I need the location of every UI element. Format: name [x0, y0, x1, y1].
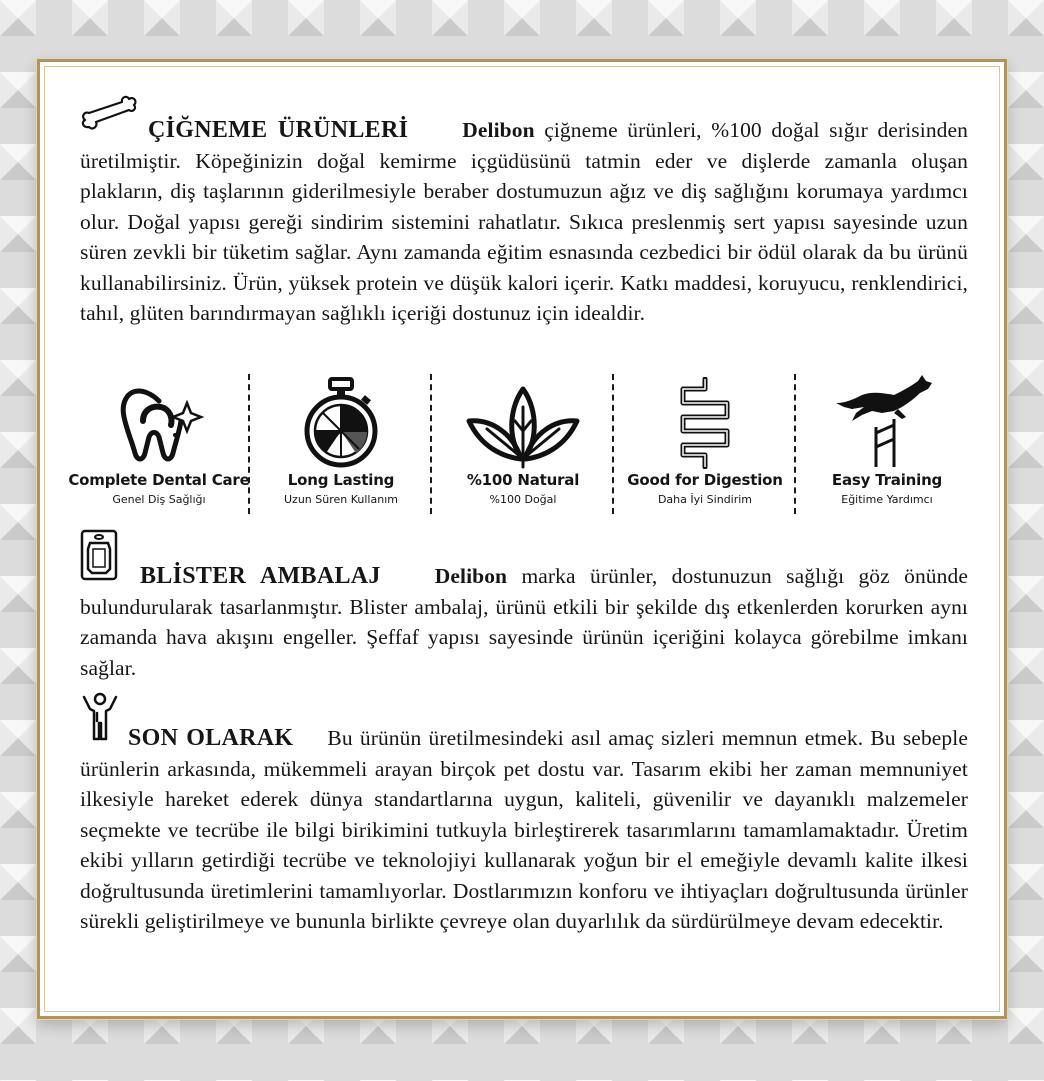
blister-package-icon — [80, 529, 118, 590]
feature-easy-training — [796, 369, 978, 509]
feature-subtitle: Eğitime Yardımcı — [841, 493, 933, 506]
chewing-brand: Delibon — [462, 118, 535, 142]
feature-subtitle: %100 Doğal — [489, 493, 557, 506]
finally-heading: SON OLARAK — [128, 725, 294, 751]
feature-subtitle: Uzun Süren Kullanım — [284, 493, 398, 506]
feature-natural — [432, 369, 614, 509]
tooth-icon — [68, 369, 250, 469]
person-icon — [80, 691, 120, 752]
blister-heading: BLİSTER AMBALAJ — [140, 563, 381, 589]
intestine-icon — [614, 369, 796, 469]
finally-section — [80, 691, 968, 937]
leaf-icon — [432, 369, 614, 469]
feature-subtitle: Genel Diş Sağlığı — [112, 493, 206, 506]
bone-icon — [80, 95, 138, 144]
finally-text: Bu ürünün üretilmesindeki asıl amaç sizleri memnun etmek. Bu sebeple ürünlerin arkasında, mükemmeli arayan birçok pet dostu var. Tasarım ekibi her zaman memnuniyet ilkesiyle hareket ederek dünya standartlarına uygun, kaliteli, güvenilir ve dayanıklı malzemeler seçmekte ve tecrübe ile bilgi birikimini tutkuyla birleştirerek tasarımlarını tamamlamaktadır. Üretim ekibi yılların getirdiği tecrübe ve teknolojiyi kullanarak yoğun bir el emeğiyle devamlı kalite ilkesi doğrultusunda üretimlerini tamamlıyorlar. Dostlarımızın konforu ve ihtiyaçları doğrultusunda ürünler sürekli geliştirilmeye ve bununla birlikte çevreye olan duyarlılık da sürdürülmeye devam edecektir. — [80, 726, 968, 933]
blister-text: marka ürünler, dostunuzun sağlığı göz önünde bulundurularak tasarlanmıştır. Blister ambalaj, ürünü etkili bir şekilde dış etkenlerden korurken aynı zamanda hava akışını engeller. Şeffaf yapısı sayesinde ürünün içeriğini kolayca görebilme imkanı sağlar. — [80, 564, 968, 680]
blister-section — [80, 529, 968, 683]
feature-digestion — [614, 369, 796, 509]
content-panel — [37, 59, 1007, 1019]
feature-title: Long Lasting — [287, 471, 395, 489]
stopwatch-icon — [250, 369, 432, 469]
feature-long-lasting — [250, 369, 432, 509]
chewing-section — [80, 95, 968, 329]
feature-row — [68, 369, 978, 509]
chewing-text: çiğneme ürünleri, %100 doğal sığır derisinden üretilmiştir. Köpeğinizin doğal kemirme içgüdüsünü tatmin eder ve dişlerde zamanla oluşan plakların, diş taşlarının giderilmesiyle beraber dostumuzun ağız ve diş sağlığını korumaya yardımcı olur. Doğal yapısı gereği sindirim sistemini rahatlatır. Sıkıca preslenmiş sert yapısı sayesinde uzun süren zevkli bir tüketim sağlar. Aynı zamanda eğitim esnasında cezbedici bir ödül olarak da bu ürünü kullanabilirsiniz. Ürün, yüksek protein ve düşük kalori içerir. Katkı maddesi, koruyucu, renklendirici, tahıl, glüten barındırmayan sağlıklı içeriği dostunuz için idealdir. — [80, 118, 969, 325]
feature-title: Good for Digestion — [627, 471, 783, 489]
feature-title: Complete Dental Care — [68, 471, 250, 489]
feature-dental-care — [68, 369, 250, 509]
chewing-heading: ÇİĞNEME ÜRÜNLERİ — [148, 117, 409, 143]
blister-brand: Delibon — [434, 564, 508, 588]
feature-title: Easy Training — [831, 471, 943, 489]
jumping-dog-icon — [796, 369, 978, 469]
feature-subtitle: Daha İyi Sindirim — [657, 493, 753, 506]
feature-title: %100 Natural — [466, 471, 580, 489]
